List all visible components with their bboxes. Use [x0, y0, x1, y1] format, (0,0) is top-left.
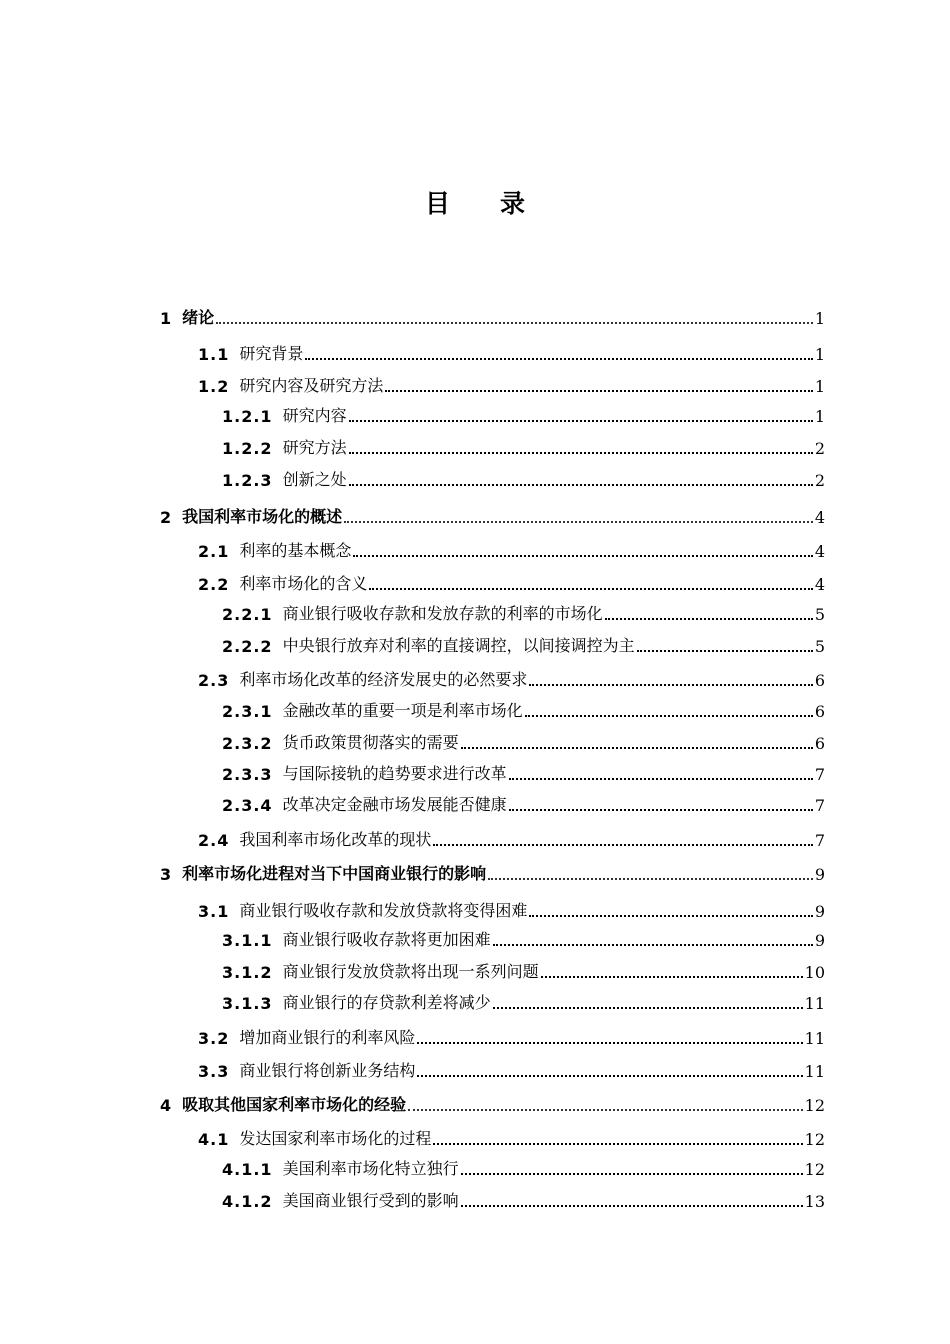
toc-entry-level1[interactable] [160, 1091, 825, 1115]
toc-dot-leader [353, 555, 812, 557]
toc-entry-number: 2 [160, 508, 173, 527]
toc-dot-leader [349, 420, 813, 422]
toc-entry-number: 3.1 [198, 902, 230, 921]
toc-entry-title: 商业银行将创新业务结构 [239, 1061, 416, 1080]
toc-entry-level3[interactable] [222, 402, 825, 426]
toc-entry-number: 2.3 [198, 671, 230, 690]
toc-entry-title: 商业银行吸收存款和发放存款的利率的市场化 [282, 604, 603, 623]
toc-dot-leader [461, 747, 813, 749]
toc-entry-level3[interactable] [222, 466, 825, 490]
toc-entry-level2[interactable] [198, 1024, 825, 1048]
toc-entry-level2[interactable] [198, 826, 825, 850]
toc-entry-title: 商业银行的存贷款利差将减少 [282, 993, 491, 1012]
toc-page-number: 4 [814, 508, 825, 527]
toc-entry-number: 4 [160, 1096, 173, 1115]
toc-page-number: 1 [814, 345, 825, 364]
toc-entry-title: 增加商业银行的利率风险 [239, 1028, 416, 1047]
toc-entry-title: 美国商业银行受到的影响 [282, 1191, 459, 1210]
toc-page-number: 11 [804, 1062, 825, 1081]
toc-entry-level2[interactable] [198, 666, 825, 690]
toc-entry-title: 利率市场化进程对当下中国商业银行的影响 [182, 864, 487, 883]
toc-entry-level3[interactable] [222, 600, 825, 624]
toc-entry-level3[interactable] [222, 760, 825, 784]
toc-entry-title: 货币政策贯彻落实的需要 [282, 733, 459, 752]
toc-entry-number: 2.2.2 [222, 637, 273, 656]
toc-dot-leader [461, 1205, 803, 1207]
toc-dot-leader [493, 1007, 803, 1009]
toc-dot-leader [529, 684, 812, 686]
toc-entry-number: 1 [160, 309, 173, 328]
toc-page-number: 11 [804, 1029, 825, 1048]
toc-entry-level1[interactable] [160, 503, 825, 527]
toc-page-number: 9 [814, 902, 825, 921]
toc-entry-title: 金融改革的重要一项是利率市场化 [282, 701, 523, 720]
toc-entry-level2[interactable] [198, 537, 825, 561]
toc-entry-title: 我国利率市场化的概述 [182, 507, 343, 526]
toc-dot-leader [509, 809, 813, 811]
toc-entry-level3[interactable] [222, 729, 825, 753]
toc-page-number: 4 [814, 575, 825, 594]
toc-entry-title: 绪论 [182, 308, 215, 327]
toc-entry-number: 1.2.2 [222, 439, 273, 458]
toc-entry-number: 4.1.2 [222, 1192, 273, 1211]
toc-dot-leader [493, 944, 813, 946]
toc-entry-level2[interactable] [198, 340, 825, 364]
toc-entry-level3[interactable] [222, 989, 825, 1013]
toc-entry-number: 2.1 [198, 542, 230, 561]
toc-entry-title: 商业银行发放贷款将出现一系列问题 [282, 962, 539, 981]
toc-page-number: 13 [804, 1192, 825, 1211]
toc-entry-level2[interactable] [198, 1125, 825, 1149]
toc-entry-title: 商业银行吸收存款和发放贷款将变得困难 [239, 901, 528, 920]
toc-entry-title: 研究背景 [239, 344, 304, 363]
toc-page-number: 12 [804, 1130, 825, 1149]
toc-entry-title: 吸取其他国家利率市场化的经验 [182, 1095, 407, 1114]
toc-page-number: 1 [814, 377, 825, 396]
toc-dot-leader [529, 915, 812, 917]
toc-dot-leader [369, 588, 812, 590]
toc-dot-leader [488, 878, 813, 880]
toc-entry-title: 研究方法 [282, 438, 347, 457]
toc-page-number: 12 [804, 1160, 825, 1179]
toc-entry-level3[interactable] [222, 958, 825, 982]
toc-entry-level1[interactable] [160, 304, 825, 328]
toc-page-number: 7 [814, 765, 825, 784]
toc-page-number: 6 [814, 734, 825, 753]
toc-dot-leader [525, 715, 813, 717]
toc-page-number: 11 [804, 994, 825, 1013]
toc-dot-leader [408, 1109, 802, 1111]
toc-page-number: 2 [814, 439, 825, 458]
toc-dot-leader [433, 844, 812, 846]
toc-entry-title: 商业银行吸收存款将更加困难 [282, 930, 491, 949]
toc-dot-leader [433, 1143, 802, 1145]
toc-dot-leader [541, 976, 803, 978]
toc-entry-title: 美国利率市场化特立独行 [282, 1159, 459, 1178]
toc-page-number: 1 [814, 309, 825, 328]
toc-entry-level3[interactable] [222, 697, 825, 721]
toc-entry-title: 与国际接轨的趋势要求进行改革 [282, 764, 507, 783]
toc-entry-level2[interactable] [198, 372, 825, 396]
toc-entry-number: 1.2.3 [222, 471, 273, 490]
toc-entry-title: 研究内容 [282, 406, 347, 425]
toc-page-number: 1 [814, 407, 825, 426]
toc-entry-title: 我国利率市场化改革的现状 [239, 830, 432, 849]
toc-entry-level3[interactable] [222, 791, 825, 815]
toc-dot-leader [461, 1173, 803, 1175]
toc-dot-leader [417, 1042, 802, 1044]
toc-dot-leader [349, 484, 813, 486]
toc-page-number: 2 [814, 471, 825, 490]
toc-entry-level2[interactable] [198, 897, 825, 921]
toc-entry-number: 2.3.1 [222, 702, 273, 721]
toc-entry-number: 2.3.3 [222, 765, 273, 784]
toc-entry-level3[interactable] [222, 632, 825, 656]
toc-dot-leader [637, 650, 813, 652]
toc-page-number: 9 [814, 865, 825, 884]
toc-dot-leader [385, 390, 812, 392]
toc-entry-number: 2.4 [198, 831, 230, 850]
toc-entry-title: 中央银行放弃对利率的直接调控，以间接调控为主 [282, 636, 635, 655]
toc-page-number: 10 [804, 963, 825, 982]
toc-entry-number: 1.1 [198, 345, 230, 364]
toc-dot-leader [216, 322, 813, 324]
toc-entry-level3[interactable] [222, 1155, 825, 1179]
toc-entry-number: 3.1.2 [222, 963, 273, 982]
toc-entry-number: 3.1.3 [222, 994, 273, 1013]
toc-entry-number: 4.1.1 [222, 1160, 273, 1179]
toc-page-number: 6 [814, 702, 825, 721]
toc-entry-title: 利率的基本概念 [239, 541, 352, 560]
toc-entry-number: 1.2.1 [222, 407, 273, 426]
page-title [0, 184, 950, 220]
toc-entry-level3[interactable] [222, 926, 825, 950]
toc-entry-number: 2.2 [198, 575, 230, 594]
toc-entry-title: 利率市场化改革的经济发展史的必然要求 [239, 670, 528, 689]
toc-page-number: 6 [814, 671, 825, 690]
toc-page-number: 5 [814, 637, 825, 656]
toc-entry-number: 3.1.1 [222, 931, 273, 950]
toc-entry-level2[interactable] [198, 570, 825, 594]
toc-dot-leader [305, 358, 812, 360]
toc-entry-level3[interactable] [222, 434, 825, 458]
toc-entry-title: 利率市场化的含义 [239, 574, 368, 593]
toc-entry-title: 改革决定金融市场发展能否健康 [282, 795, 507, 814]
toc-entry-number: 4.1 [198, 1130, 230, 1149]
toc-dot-leader [509, 778, 813, 780]
toc-entry-title: 创新之处 [282, 470, 347, 489]
toc-page-number: 5 [814, 605, 825, 624]
toc-entry-level1[interactable] [160, 860, 825, 884]
toc-page-number: 9 [814, 931, 825, 950]
toc-dot-leader [417, 1075, 802, 1077]
toc-entry-number: 2.3.2 [222, 734, 273, 753]
toc-entry-number: 3.2 [198, 1029, 230, 1048]
toc-entry-number: 2.2.1 [222, 605, 273, 624]
toc-entry-title: 发达国家利率市场化的过程 [239, 1129, 432, 1148]
toc-entry-level3[interactable] [222, 1187, 825, 1211]
title-char-2: 录 [500, 189, 526, 218]
toc-entry-level2[interactable] [198, 1057, 825, 1081]
title-char-1: 目 [424, 189, 450, 218]
toc-dot-leader [344, 521, 813, 523]
toc-entry-number: 3 [160, 865, 173, 884]
toc-entry-number: 3.3 [198, 1062, 230, 1081]
toc-entry-title: 研究内容及研究方法 [239, 376, 384, 395]
toc-entry-number: 1.2 [198, 377, 230, 396]
toc-page-number: 7 [814, 831, 825, 850]
toc-entry-number: 2.3.4 [222, 796, 273, 815]
toc-page-number: 12 [804, 1096, 825, 1115]
toc-page-number: 4 [814, 542, 825, 561]
toc-dot-leader [605, 618, 813, 620]
toc-page-number: 7 [814, 796, 825, 815]
toc-dot-leader [349, 452, 813, 454]
